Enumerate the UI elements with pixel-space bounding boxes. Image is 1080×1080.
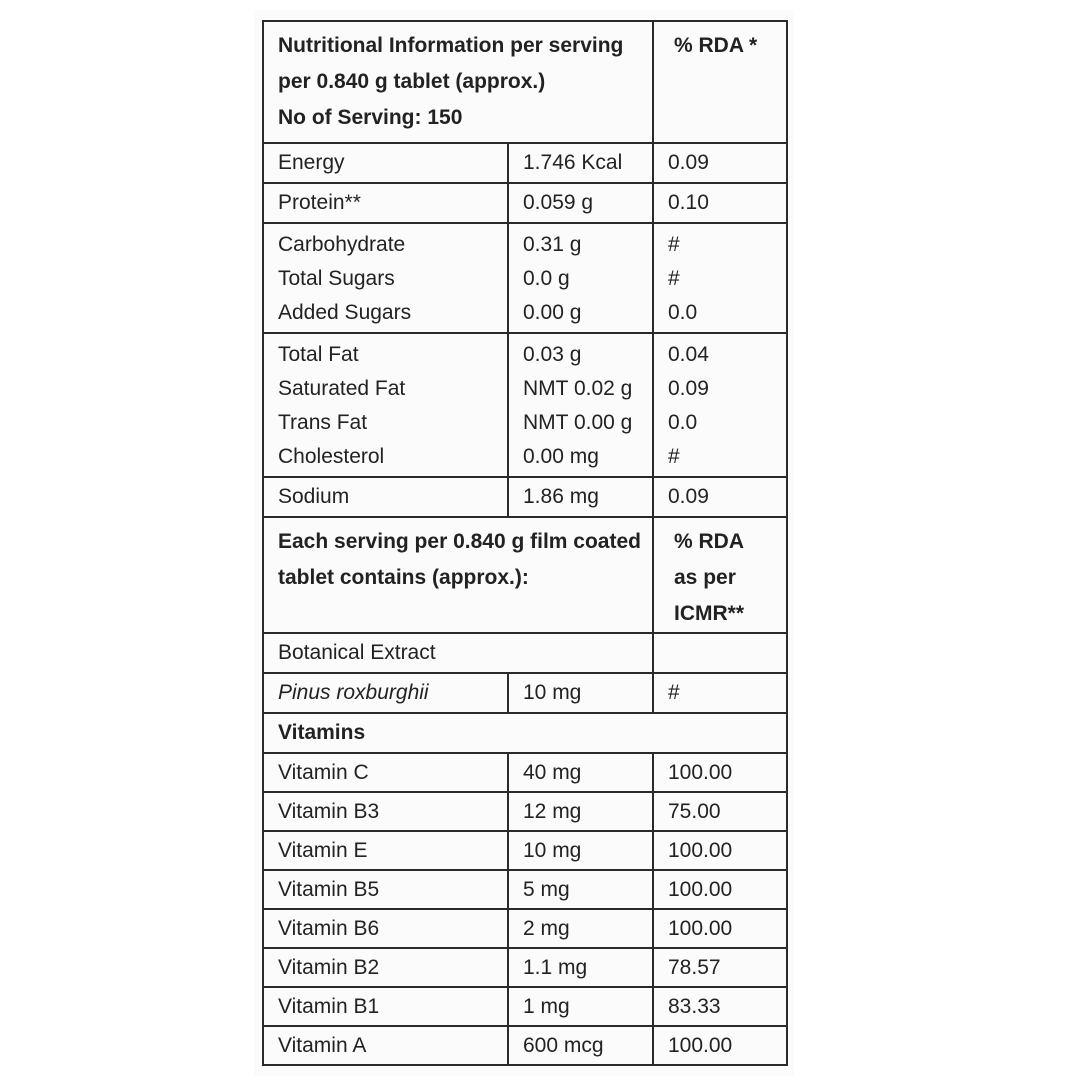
nutrient-amount: 0.00 g (523, 301, 582, 324)
nutrient-amount: 1.746 Kcal (508, 143, 653, 183)
vitamin-amount: 40 mg (508, 753, 653, 792)
vitamin-name: Vitamin C (263, 753, 508, 792)
vitamins-heading-row (263, 713, 787, 753)
vitamin-rda: 100.00 (653, 909, 787, 948)
vitamin-rda: 100.00 (653, 870, 787, 909)
fat-names (263, 333, 508, 477)
vitamin-name: Vitamin B3 (263, 792, 508, 831)
vitamin-row (263, 987, 787, 1026)
icmr-line-3: ICMR** (674, 602, 745, 625)
vitamin-amount: 1.1 mg (508, 948, 653, 987)
nutrient-rda: 0.09 (668, 377, 709, 400)
carb-names (263, 223, 508, 333)
serving-header-cell (263, 517, 653, 633)
vitamin-row (263, 909, 787, 948)
icmr-line-1: % RDA (674, 530, 745, 553)
header-cell (263, 21, 653, 143)
vitamin-amount: 10 mg (508, 831, 653, 870)
vitamin-row (263, 870, 787, 909)
nutrient-name: Cholesterol (278, 445, 385, 468)
vitamin-rda: 78.57 (653, 948, 787, 987)
nutrient-name: Carbohydrate (278, 233, 406, 256)
nutrient-row-protein (263, 183, 787, 223)
nutrient-name: Energy (263, 143, 508, 183)
vitamin-amount: 2 mg (508, 909, 653, 948)
nutrient-rda: # (668, 233, 680, 256)
nutrient-amount: 0.03 g (523, 343, 582, 366)
header-line-1: Nutritional Information per serving (278, 34, 624, 57)
nutrition-table (262, 20, 788, 1066)
nutrient-amount: 0.31 g (523, 233, 582, 256)
vitamin-rda: 100.00 (653, 831, 787, 870)
vitamin-rda: 75.00 (653, 792, 787, 831)
nutrient-name: Protein** (263, 183, 508, 223)
carb-amounts (508, 223, 653, 333)
serving-line-2: tablet contains (approx.): (278, 566, 529, 589)
botanical-rda: # (653, 673, 787, 713)
fat-amounts (508, 333, 653, 477)
vitamin-amount: 12 mg (508, 792, 653, 831)
nutrient-name: Saturated Fat (278, 377, 406, 400)
header-line-3: No of Serving: 150 (278, 106, 463, 129)
icmr-rda-header (653, 517, 787, 633)
nutrient-name: Added Sugars (278, 301, 412, 324)
nutrient-rda: 0.0 (668, 301, 698, 324)
vitamin-row (263, 831, 787, 870)
botanical-heading-rda (653, 633, 787, 673)
nutrient-rda: 0.0 (668, 411, 698, 434)
serving-header-row (263, 517, 787, 633)
nutrient-rda: # (668, 445, 680, 468)
vitamin-row (263, 1026, 787, 1065)
vitamin-name: Vitamin B5 (263, 870, 508, 909)
vitamin-name: Vitamin B2 (263, 948, 508, 987)
vitamin-rda: 100.00 (653, 1026, 787, 1065)
nutrient-row-energy (263, 143, 787, 183)
vitamins-heading: Vitamins (263, 713, 787, 753)
nutrient-rda: 0.09 (653, 143, 787, 183)
carb-rdas (653, 223, 787, 333)
nutrient-name: Total Fat (278, 343, 359, 366)
vitamin-row (263, 948, 787, 987)
vitamin-name: Vitamin A (263, 1026, 508, 1065)
nutrient-name: Sodium (263, 477, 508, 517)
vitamin-rda: 83.33 (653, 987, 787, 1026)
nutrient-rda: # (668, 267, 680, 290)
vitamin-rda: 100.00 (653, 753, 787, 792)
header-row (263, 21, 787, 143)
vitamin-row (263, 753, 787, 792)
botanical-heading-row (263, 633, 787, 673)
nutrient-rda: 0.10 (653, 183, 787, 223)
nutrient-row-sodium (263, 477, 787, 517)
nutrient-amount: 0.059 g (508, 183, 653, 223)
fat-rdas (653, 333, 787, 477)
nutrient-name: Total Sugars (278, 267, 395, 290)
vitamin-amount: 1 mg (508, 987, 653, 1026)
vitamin-name: Vitamin E (263, 831, 508, 870)
nutrient-group-fat (263, 333, 787, 477)
vitamin-name: Vitamin B6 (263, 909, 508, 948)
nutrient-amount: 0.00 mg (523, 445, 599, 468)
nutrient-rda: 0.04 (668, 343, 709, 366)
vitamin-amount: 5 mg (508, 870, 653, 909)
header-line-2: per 0.840 g tablet (approx.) (278, 70, 546, 93)
botanical-amount: 10 mg (508, 673, 653, 713)
nutrient-amount: 0.0 g (523, 267, 570, 290)
botanical-heading: Botanical Extract (263, 633, 653, 673)
nutrient-group-carbohydrate (263, 223, 787, 333)
nutrient-amount: NMT 0.00 g (523, 411, 633, 434)
nutrient-amount: NMT 0.02 g (523, 377, 633, 400)
vitamin-row (263, 792, 787, 831)
vitamin-amount: 600 mcg (508, 1026, 653, 1065)
rda-header: % RDA * (653, 21, 787, 143)
serving-line-1: Each serving per 0.840 g film coated (278, 530, 641, 553)
botanical-item-row (263, 673, 787, 713)
vitamin-name: Vitamin B1 (263, 987, 508, 1026)
nutrient-rda: 0.09 (653, 477, 787, 517)
botanical-name: Pinus roxburghii (263, 673, 508, 713)
icmr-line-2: as per (674, 566, 736, 589)
nutrient-amount: 1.86 mg (508, 477, 653, 517)
nutrient-name: Trans Fat (278, 411, 368, 434)
